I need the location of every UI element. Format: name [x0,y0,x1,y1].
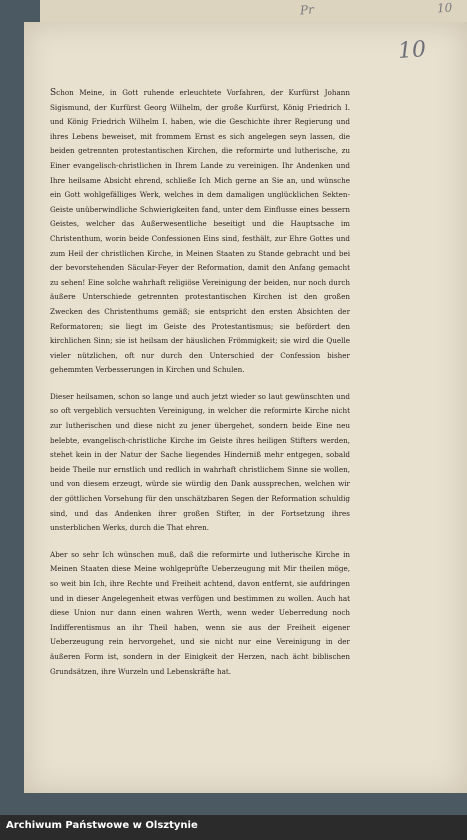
paragraph-2: Dieser heilsamen, schon so lange und auch jetzt wieder so laut gewünschten und so oft vergeblich versuchten Vereinigung, in welcher die reformirte Kirche nicht zur lutherischen und diese nicht zu jener übergehet, sondern beide Eine neu belebte, evangelisch-christliche Kirche im Geiste ihres heiligen Stifters werden, stehet kein in der Natur der Sache liegendes Hinderniß mehr entgegen, sobald beide Theile nur ernstlich und redlich in wahrhaft christlichem Sinne sie wollen, und von diesem erzeugt, würde sie würdig den Dank aussprechen, welchen wir der göttlichen Vorsehung für den unschätzbaren Segen der Reformation schuldig sind, und das Andenken ihrer großen Stifter, in der Fortsetzung ihres unsterblichen Werks, durch die That ehren. [50,391,350,533]
archive-label: Archiwum Państwowe w Olsztynie [6,820,198,831]
paragraph-1: Schon Meine, in Gott ruhende erleuchtete Vorfahren, der Kurfürst Johann Sigismund, der Kurfürst Georg Wilhelm, der große Kurfürst, König Friedrich I. und König Friedrich Wilhelm I. haben, wie die Geschichte ihrer Regierung und ihres Lebens beweiset, mit frommem Ernst es sich angelegen seyn lassen, die beiden getrennten protestantischen Kirchen, die reformirte und lutherische, zu Einer evangelisch-christlichen in Ihrem Lande zu vereinigen. Ihr Andenken und Ihre heilsame Absicht ehrend, schließe Ich Mich gerne an Sie an, und wünsche ein Gott wohlgefälliges Werk, welches in dem damaligen unglücklichen Sekten-Geiste unüberwindliche Schwierigkeiten fand, unter dem Einflusse eines bessern Geistes, welcher das Außerwesentliche beseitigt und die Hauptsache im Christenthum, worin beide Confessionen Eins sind, festhält, zur Ehre Gottes und zum Heil der christlichen Kirche, in Meinen Staaten zu Stande gebracht und bei der bevorstehenden Säcular-Feyer der Reformation, damit den Anfang gemacht zu sehen! Eine solche wahrhaft religiöse Vereinigung der beiden, nur noch durch äußere Unterschiede getrennten protestantischen Kirchen ist den großen Zwecken des Christenthums gemäß; sie entspricht den ersten Absichten der Reformatoren; sie liegt im Geiste des Protestantismus; sie befördert den kirchlichen Sinn; sie ist heilsam der häuslichen Frömmigkeit; sie wird die Quelle vieler nützlichen, oft nur durch den Unterschied der Confession bisher gehemmten Verbesserungen in Kirchen und Schulen. [50,88,350,375]
page-number: 10 [397,37,427,64]
pencil-annotation-number: 10 [436,0,453,16]
archive-footer [0,815,467,840]
document-body [50,86,350,691]
pencil-annotation: Pr [299,2,315,18]
paragraph-3: Aber so sehr Ich wünschen muß, daß die reformirte und lutherische Kirche in Meinen Staaten diese Meine wohlgeprüfte Ueberzeugung mit Mir theilen möge, so weit bin Ich, ihre Rechte und Freiheit achtend, davon entfernt, sie aufdringen und in dieser Angelegenheit etwas verfügen und bestimmen zu wollen. Auch hat diese Union nur dann einen wahren Werth, wenn weder Ueberredung noch Indifferentismus an ihr Theil haben, wenn sie aus der Freiheit eigener Ueberzeugung rein hervorgehet, und sie nicht nur eine Vereinigung in der äußeren Form ist, sondern in der Einigkeit der Herzen, nach ächt biblischen Grundsätzen, ihre Wurzeln und Lebenskräfte hat. [50,549,350,676]
